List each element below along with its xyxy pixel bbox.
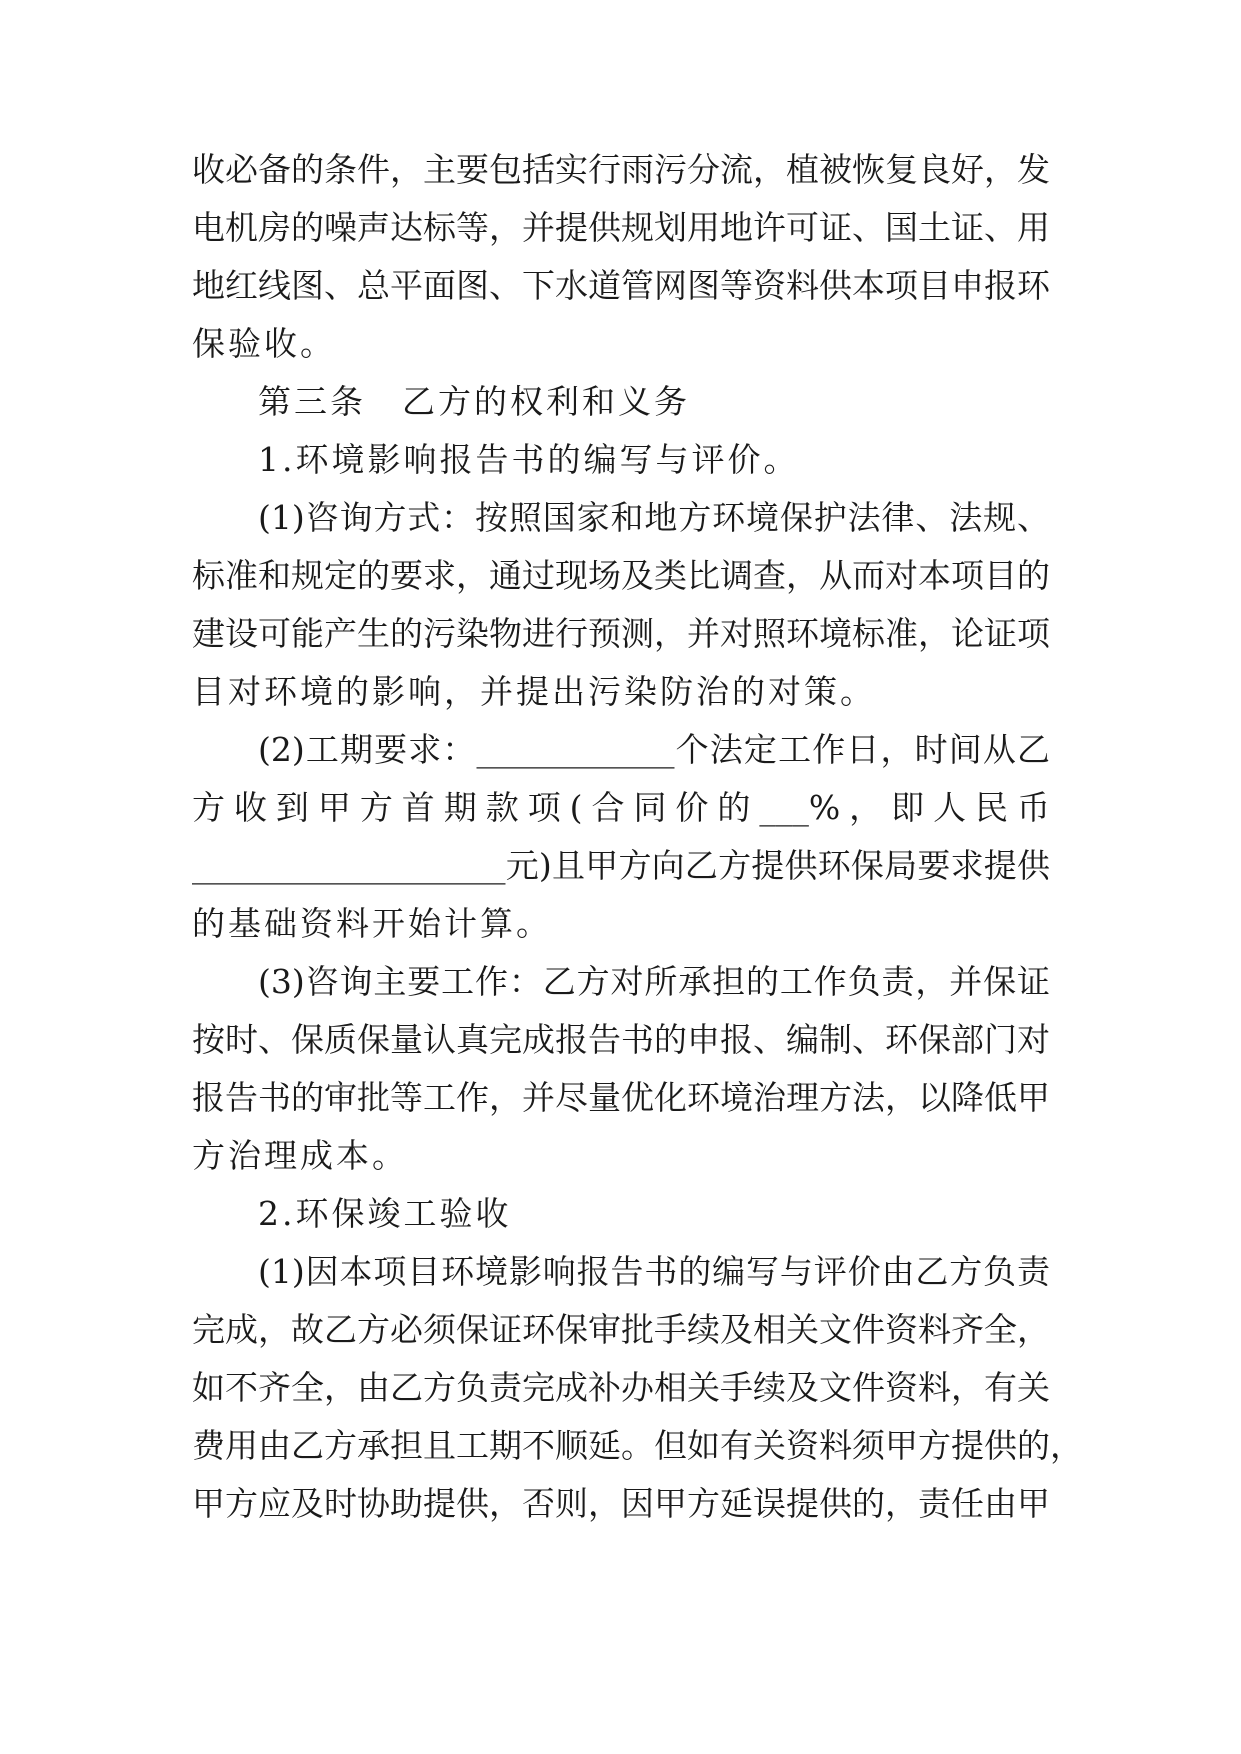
body-text-line: (3)咨询主要工作：乙方对所承担的工作负责，并保证 <box>258 962 1050 1001</box>
body-text-line: ___________________元)且甲方向乙方提供环保局要求提供 <box>192 846 1050 885</box>
subsection-heading: 1.环境影响报告书的编写与评价。 <box>258 440 800 479</box>
body-text-line: 标准和规定的要求，通过现场及类比调查，从而对本项目的 <box>192 556 1050 595</box>
body-text-line: 费用由乙方承担且工期不顺延。但如有关资料须甲方提供的， <box>192 1426 1083 1465</box>
body-text-line: 方收到甲方首期款项(合同价的___%，即人民币 <box>192 788 1050 827</box>
body-text-line: 目对环境的影响，并提出污染防治的对策。 <box>192 672 876 711</box>
body-text-line: 甲方应及时协助提供，否则，因甲方延误提供的，责任由甲 <box>192 1484 1050 1523</box>
body-text-line: 报告书的审批等工作，并尽量优化环境治理方法，以降低甲 <box>192 1078 1050 1117</box>
body-text-line: (1)咨询方式：按照国家和地方环境保护法律、法规、 <box>258 498 1050 537</box>
body-text-line: 保验收。 <box>192 324 336 363</box>
body-text-line: 收必备的条件，主要包括实行雨污分流，植被恢复良好，发 <box>192 150 1050 189</box>
body-text-line: 如不齐全，由乙方负责完成补办相关手续及文件资料，有关 <box>192 1368 1050 1407</box>
body-text-line: 电机房的噪声达标等，并提供规划用地许可证、国土证、用 <box>192 208 1050 247</box>
body-text-line: (2)工期要求：____________个法定工作日，时间从乙 <box>258 730 1050 769</box>
subsection-heading: 2.环保竣工验收 <box>258 1194 512 1233</box>
body-text-line: 的基础资料开始计算。 <box>192 904 552 943</box>
body-text-line: 完成，故乙方必须保证环保审批手续及相关文件资料齐全， <box>192 1310 1050 1349</box>
section-heading: 第三条 乙方的权利和义务 <box>258 382 690 421</box>
body-text-line: (1)因本项目环境影响报告书的编写与评价由乙方负责 <box>258 1252 1050 1291</box>
body-text-line: 地红线图、总平面图、下水道管网图等资料供本项目申报环 <box>192 266 1050 305</box>
body-text-line: 按时、保质保量认真完成报告书的申报、编制、环保部门对 <box>192 1020 1050 1059</box>
body-text-line: 建设可能产生的污染物进行预测，并对照环境标准，论证项 <box>192 614 1050 653</box>
body-text-line: 方治理成本。 <box>192 1136 408 1175</box>
